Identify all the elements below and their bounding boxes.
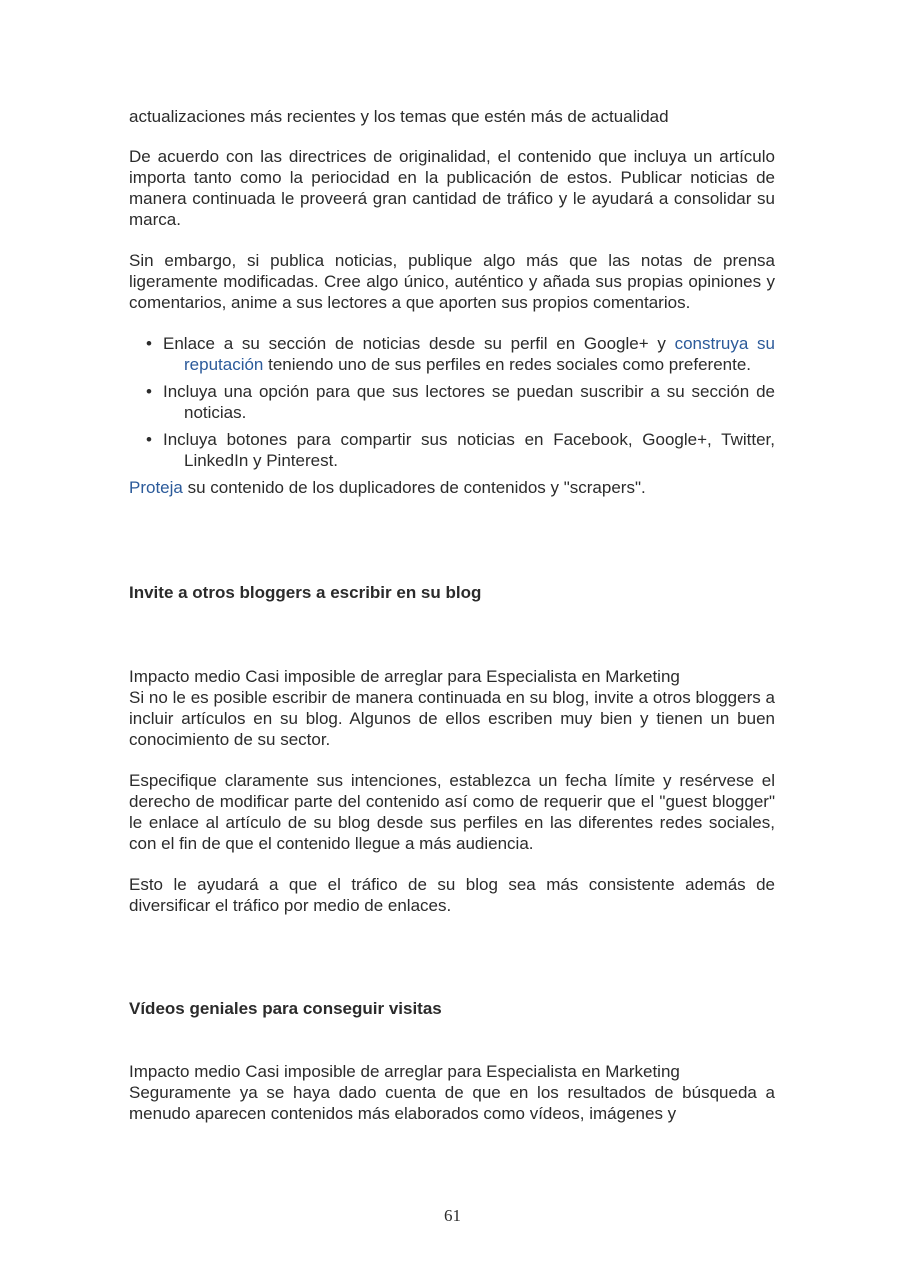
- bullet-icon: •: [146, 334, 152, 353]
- tips-list: [129, 333, 775, 471]
- list-item: [129, 381, 775, 423]
- paragraph-invite-intentions: Especifique claramente sus intenciones, establezca un fecha límite y resérvese el derecho de modificar parte del contenido así como de requerir que el "guest blogger" le enlace al artículo de su blog desde sus perfiles en las diferentes redes sociales, con el fin de que el contenido llegue a más audiencia.: [129, 771, 775, 853]
- continuation-line: actualizaciones más recientes y los temas que estén más de actualidad: [129, 107, 669, 126]
- protect-text: su contenido de los duplicadores de contenidos y "scrapers".: [182, 478, 646, 497]
- paragraph-videos-intro: Seguramente ya se haya dado cuenta de que en los resultados de búsqueda a menudo aparecen contenidos más elaborados como vídeos, imágenes y: [129, 1083, 775, 1123]
- reputation-link[interactable]: construya su reputación: [184, 334, 775, 374]
- document-page: [129, 106, 775, 1124]
- bullet-text: Enlace a su sección de noticias desde su perfil en Google+ y: [163, 334, 675, 353]
- list-item: [129, 333, 775, 375]
- list-item: [129, 429, 775, 471]
- bullet-icon: •: [146, 430, 152, 449]
- bullet-text: Incluya botones para compartir sus noticias en Facebook, Google+, Twitter, LinkedIn y Pinterest.: [163, 430, 775, 470]
- paragraph-invite-intro: Si no le es posible escribir de manera continuada en su blog, invite a otros bloggers a incluir artículos en su blog. Algunos de ellos escriben muy bien y tienen un buen conocimiento de su sector.: [129, 688, 775, 749]
- protect-line: [129, 477, 775, 498]
- paragraph-originality: De acuerdo con las directrices de originalidad, el contenido que incluya un artículo importa tanto como la periocidad en la publicación de estos. Publicar noticias de manera continuada le proveerá gran cantidad de tráfico y le ayudará a consolidar su marca.: [129, 147, 775, 229]
- paragraph-news-tips: Sin embargo, si publica noticias, publique algo más que las notas de prensa ligeramente modificadas. Cree algo único, auténtico y añada sus propias opiniones y comentarios, anime a sus lectores a que aporten sus propios comentarios.: [129, 251, 775, 312]
- section-heading-videos: Vídeos geniales para conseguir visitas: [129, 999, 442, 1018]
- bullet-icon: •: [146, 382, 152, 401]
- protect-link[interactable]: Proteja: [129, 478, 183, 497]
- bullet-text: Incluya una opción para que sus lectores se puedan suscribir a su sección de noticias.: [163, 382, 775, 422]
- section-heading-invite: Invite a otros bloggers a escribir en su blog: [129, 583, 482, 602]
- bullet-text: teniendo uno de sus perfiles en redes sociales como preferente.: [263, 355, 752, 374]
- impact-line: Impacto medio Casi imposible de arreglar para Especialista en Marketing: [129, 667, 680, 686]
- impact-line: Impacto medio Casi imposible de arreglar para Especialista en Marketing: [129, 1062, 680, 1081]
- page-number: 61: [444, 1206, 461, 1225]
- paragraph-invite-benefit: Esto le ayudará a que el tráfico de su blog sea más consistente además de diversificar el tráfico por medio de enlaces.: [129, 875, 775, 915]
